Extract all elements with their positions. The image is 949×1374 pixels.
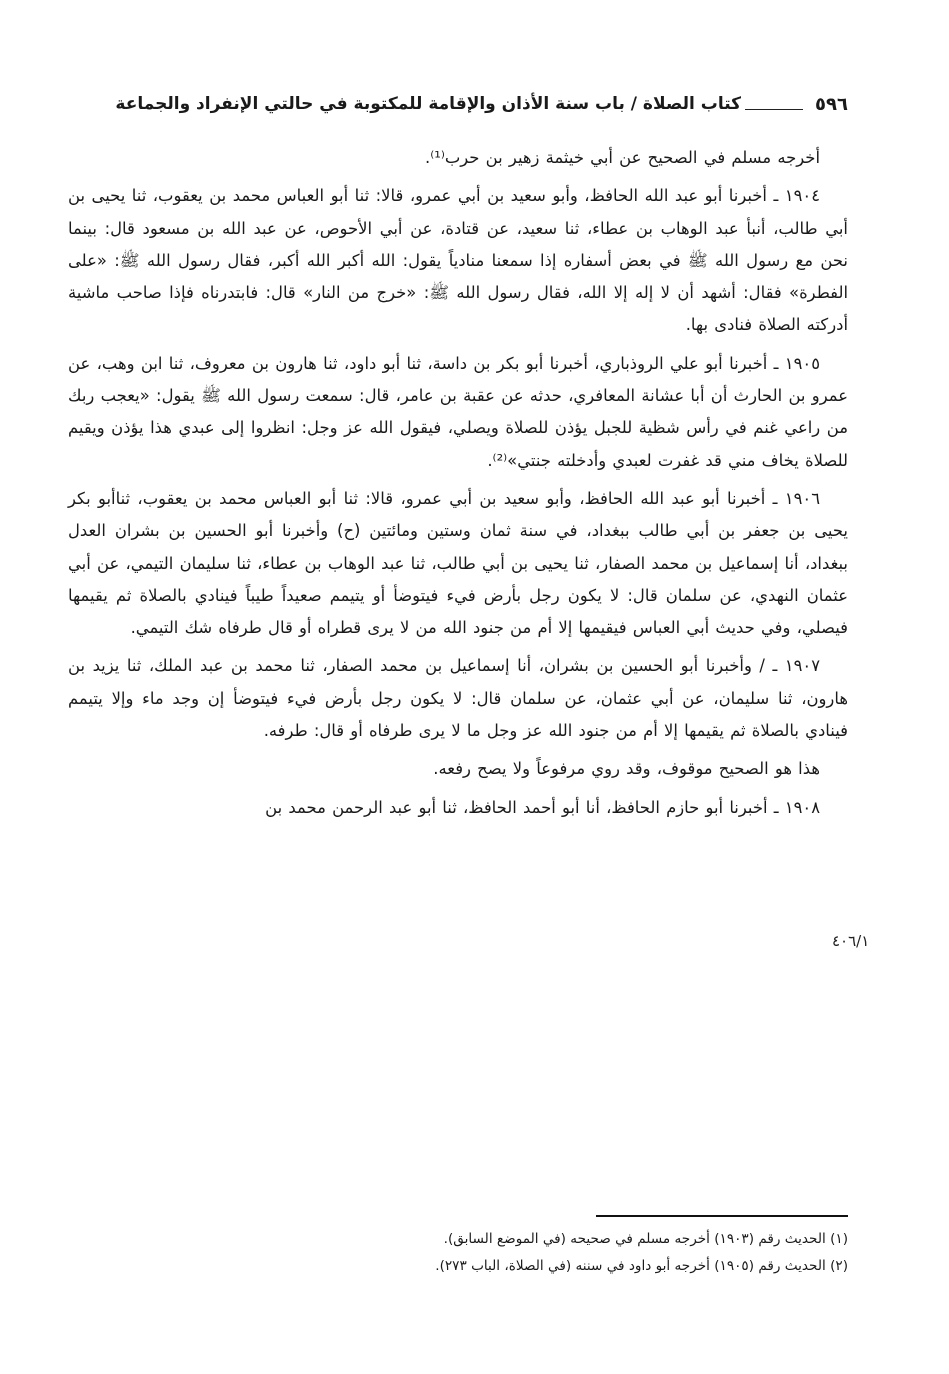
footnote-1: (١) الحديث رقم (١٩٠٣) أخرجه مسلم في صحيحه (في الموضع السابق). [443,1231,848,1247]
hadith-1906: ١٩٠٦ ـ أخبرنا أبو عبد الله الحافظ، وأبو سعيد بن أبي عمرو، قالا: ثنا أبو العباس محمد بن يعقوب، ثناأبو بكر يحيى بن جعفر بن أبي طالب ببغداد، في سنة ثمان وستين ومائتين (ح) وأخبرنا أبو الحسين بن بشران العدل ببغداد، أنا إسماعيل بن محمد الصفار، ثنا يحيى بن أبي طالب، ثنا عبد الوهاب بن عطاء، ثنا سليمان التيمي، عن أبي عثمان النهدي، عن سلمان قال: لا يكون رجل بأرض فيء فيتوضأ أو يتيمم صعيداً طيباً فينادي بالصلاة ثم يقيمها فيصلي، وفي حديث أبي العباس فيقيمها إلا أم من جنود الله من لا يرى قطراه أو قال طرفاه شك التيمي. [68,488,848,638]
footnote-separator [596,1215,848,1217]
page-number: ٥٩٦ [815,93,848,115]
hadith-1904: ١٩٠٤ ـ أخبرنا أبو عبد الله الحافظ، وأبو سعيد بن أبي عمرو، قالا: ثنا أبو العباس محمد بن يعقوب، ثنا يحيى بن أبي طالب، أنبأ عبد الوهاب بن عطاء، ثنا سعيد، عن قتادة، عن أبي الأحوص، عن عبد الله بن مسعود قال: بينما نحن مع رسول الله ﷺ في بعض أسفاره إذا سمعنا منادياً يقول: الله أكبر الله أكبر، فقال رسول الله ﷺ: «على الفطرة» فقال: أشهد أن لا إله إلا الله، فقال رسول الله ﷺ: «خرج من النار» قال: فابتدرناه فإذا صاحب ماشية أدركته الصلاة فنادى بها. [68,186,848,335]
header-rule [745,109,803,110]
hadith-1907: ١٩٠٧ ـ / وأخبرنا أبو الحسين بن بشران، أنا إسماعيل بن محمد الصفار، ثنا محمد بن عبد الملك، ثنا يزيد بن هارون، ثنا سليمان، عن أبي عثمان، عن سلمان قال: لا يكون رجل بأرض فيء فيتوضأ إن وجد ماء وإلا يتيمم فينادي بالصلاة ثم يقيمها إلا أم من جنود الله عز وجل ما لا يرى طرفاه أو قال: طرفه. [68,656,848,741]
footnotes [200,1226,848,1280]
hadith-1905: ١٩٠٥ ـ أخبرنا أبو علي الروذباري، أخبرنا أبو بكر بن داسة، ثنا أبو داود، ثنا هارون بن معروف، ثنا ابن وهب، عن عمرو بن الحارث أن أبا عشانة المعافري، حدثه عن عقبة بن عامر، قال: سمعت رسول الله ﷺ يقول: «يعجب ربك من راعي غنم في رأس شظية للجبل يؤذن للصلاة ويصلي، فيقول الله عز وجل: انظروا إلى عبدي هذا يؤذن ويقيم للصلاة يخاف مني قد غفرت لعبدي وأدخلته جنتي»⁽²⁾. [68,353,848,470]
paragraph-1: أخرجه مسلم في الصحيح عن أبي خيثمة زهير بن حرب⁽¹⁾. [424,148,820,167]
hadith-1908: ١٩٠٨ ـ أخبرنا أبو حازم الحافظ، أنا أبو أحمد الحافظ، ثنا أبو عبد الرحمن محمد بن [265,797,820,817]
margin-reference: ٤٠٦/١ [832,932,870,950]
commentary-paragraph: هذا هو الصحيح موقوف، وقد روي مرفوعاً ولا يصح رفعه. [433,759,820,779]
main-text [68,142,848,830]
running-header [58,88,848,120]
footnote-2: (٢) الحديث رقم (١٩٠٥) أخرجه أبو داود في سننه (في الصلاة، الباب ٢٧٣). [435,1258,848,1274]
running-header-title: كتاب الصلاة / باب سنة الأذان والإقامة للمكتوبة في حالتي الإنفراد والجماعة [115,94,742,114]
